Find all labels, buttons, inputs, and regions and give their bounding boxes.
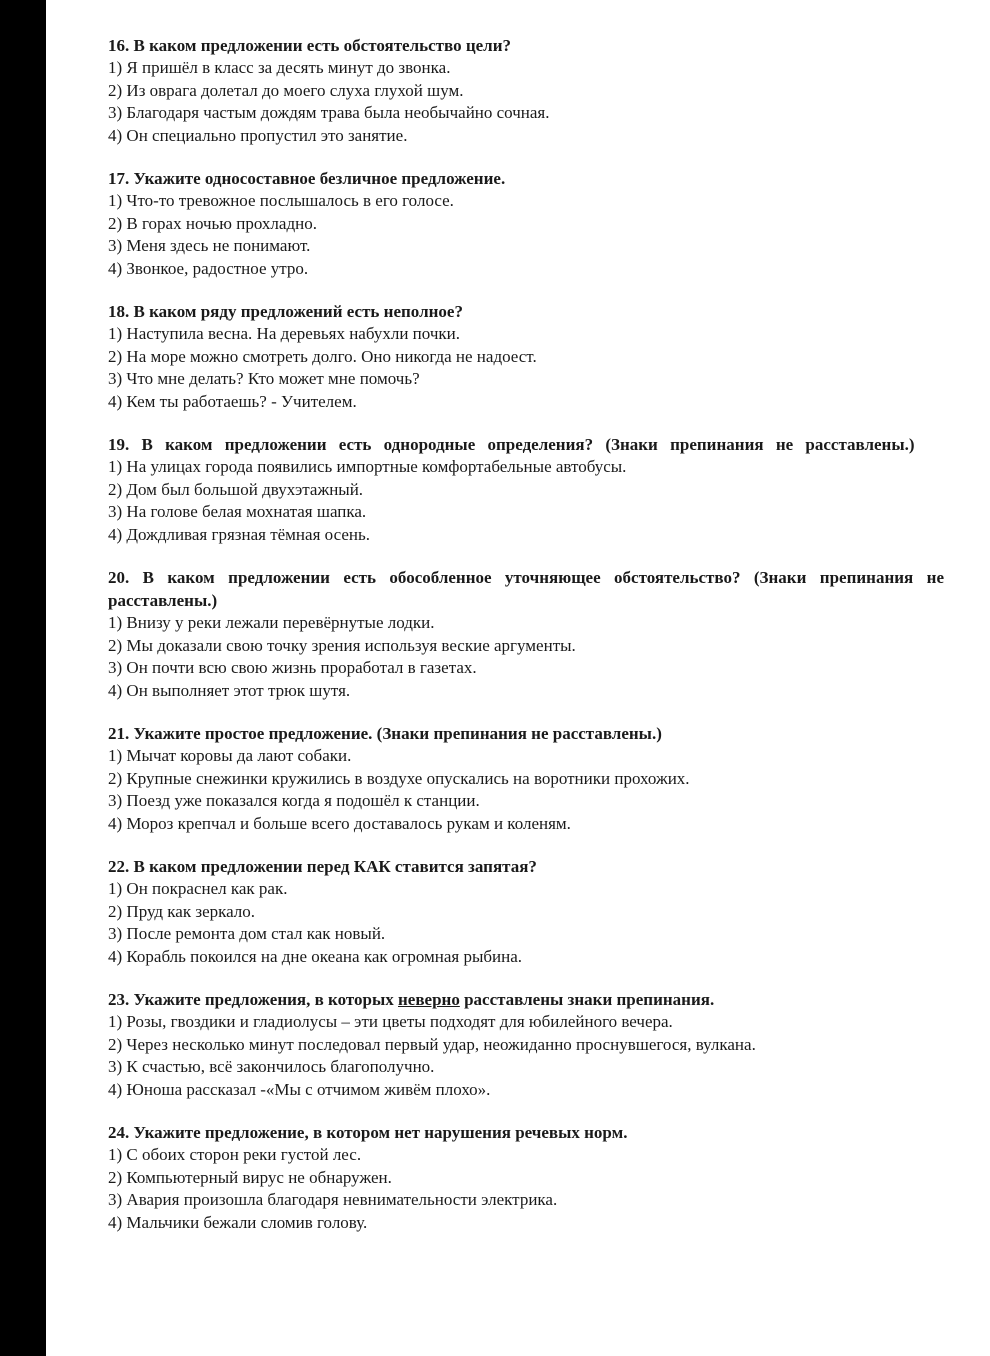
answer-option: 1) Я пришёл в класс за десять минут до звонка. [108,58,451,77]
answer-option: 2) Компьютерный вирус не обнаружен. [108,1167,392,1187]
answer-option: 1) Что-то тревожное послышалось в его голосе. [108,191,454,210]
question-title-start: 23. Укажите предложения, в которых [108,990,398,1009]
answer-option: 3) После ремонта дом стал как новый. [108,924,386,943]
answer-option: 4) Он специально пропустил это занятие. [108,125,408,145]
answer-option: 2) В горах ночью прохладно. [108,213,317,233]
question-title: 21. Укажите простое предложение. (Знаки препинания не расставлены.) [108,724,662,743]
answer-option: 3) Что мне делать? Кто может мне помочь? [108,369,420,388]
question-title-underlined-word: неверно [398,990,460,1009]
question-title: 24. Укажите предложение, в котором нет нарушения речевых норм. [108,1123,628,1142]
question-23 [108,988,944,1101]
answer-option: 3) Он почти всю свою жизнь проработал в газетах. [108,658,477,677]
answer-option: 1) Наступила весна. На деревьях набухли почки. [108,324,460,343]
question-title: 19. В каком предложении есть однородные определения? (Знаки препинания не расставлены.) [108,435,915,454]
answer-option: 3) К счастью, всё закончилось благополучно. [108,1057,435,1076]
answer-option: 3) На голове белая мохнатая шапка. [108,502,367,521]
answer-option: 1) На улицах города появились импортные комфортабельные автобусы. [108,457,627,476]
left-black-margin [0,0,46,1356]
answer-option: 2) Мы доказали свою точку зрения используя веские аргументы. [108,635,576,655]
question-21 [108,722,944,835]
question-24 [108,1121,944,1234]
answer-option: 1) Внизу у реки лежали перевёрнутые лодки. [108,613,435,632]
question-title: 20. В каком предложении есть обособленное уточняющее обстоятельство? (Знаки препинания не расставлены.) [108,568,944,610]
answer-option: 4) Дождливая грязная тёмная осень. [108,524,370,544]
answer-option: 4) Мороз крепчал и больше всего доставалось рукам и коленям. [108,813,571,833]
answer-option: 2) Дом был большой двухэтажный. [108,479,364,499]
question-title [108,988,944,1011]
answer-option: 4) Корабль покоился на дне океана как огромная рыбина. [108,946,523,966]
question-20 [108,566,944,702]
question-title: 17. Укажите односоставное безличное предложение. [108,169,506,188]
answer-option: 3) Авария произошла благодаря невнимательности электрика. [108,1190,558,1209]
question-title-end: расставлены знаки препинания. [459,990,715,1009]
answer-option: 3) Благодаря частым дождям трава была необычайно сочная. [108,103,550,122]
test-sheet [108,34,944,1254]
answer-option: 3) Поезд уже показался когда я подошёл к станции. [108,791,480,810]
answer-option: 1) Он покраснел как рак. [108,879,288,898]
question-18 [108,300,944,413]
question-16 [108,34,944,147]
answer-option: 4) Звонкое, радостное утро. [108,258,309,278]
question-17 [108,167,944,280]
answer-option: 2) Крупные снежинки кружились в воздухе опускались на воротники прохожих. [108,768,690,788]
answer-option: 2) На море можно смотреть долго. Оно никогда не надоест. [108,346,537,366]
answer-option: 2) Пруд как зеркало. [108,901,256,921]
answer-option: 4) Он выполняет этот трюк шутя. [108,680,351,700]
question-title: 18. В каком ряду предложений есть неполное? [108,302,463,321]
answer-option: 2) Из оврага долетал до моего слуха глухой шум. [108,80,464,100]
answer-option: 4) Мальчики бежали сломив голову. [108,1212,368,1232]
answer-option: 3) Меня здесь не понимают. [108,236,311,255]
answer-option: 1) Розы, гвоздики и гладиолусы – эти цветы подходят для юбилейного вечера. [108,1012,673,1031]
answer-option: 1) Мычат коровы да лают собаки. [108,746,352,765]
question-22 [108,855,944,968]
answer-option: 2) Через несколько минут последовал первый удар, неожиданно проснувшегося, вулкана. [108,1034,756,1054]
question-title: 16. В каком предложении есть обстоятельство цели? [108,36,512,55]
question-19 [108,433,944,546]
answer-option: 1) С обоих сторон реки густой лес. [108,1145,362,1164]
answer-option: 4) Юноша рассказал -«Мы с отчимом живём плохо». [108,1079,491,1099]
question-title: 22. В каком предложении перед КАК ставится запятая? [108,857,537,876]
answer-option: 4) Кем ты работаешь? - Учителем. [108,391,357,411]
